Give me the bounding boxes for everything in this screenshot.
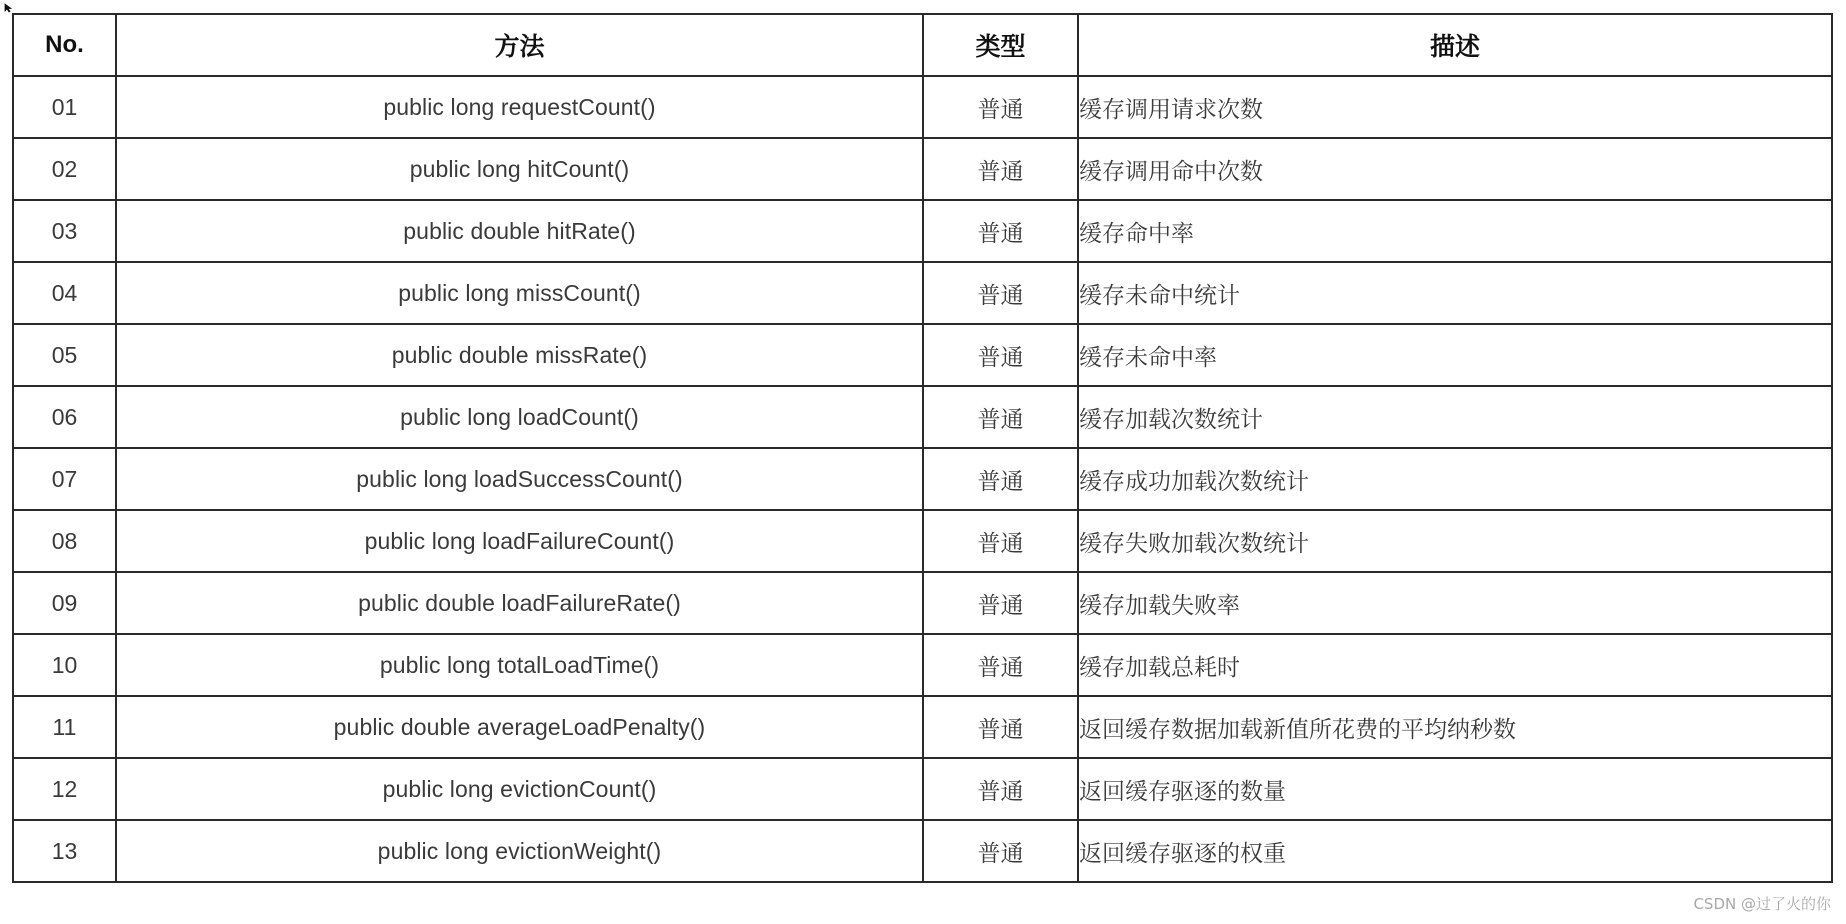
cell-method: public long loadFailureCount(): [116, 510, 923, 572]
cell-description: 缓存未命中率: [1078, 324, 1832, 386]
cell-no: 08: [13, 510, 116, 572]
table-row: [13, 76, 1832, 138]
table-row: [13, 324, 1832, 386]
cell-type: 普通: [923, 758, 1078, 820]
cell-method: public long evictionWeight(): [116, 820, 923, 882]
cell-type: 普通: [923, 324, 1078, 386]
cache-stats-method-table: [12, 13, 1833, 883]
cell-no: 03: [13, 200, 116, 262]
cell-description: 缓存加载失败率: [1078, 572, 1832, 634]
cell-description: 缓存未命中统计: [1078, 262, 1832, 324]
table-row: [13, 386, 1832, 448]
csdn-watermark: CSDN @过了火的你: [1693, 895, 1831, 913]
cell-type: 普通: [923, 138, 1078, 200]
cell-type: 普通: [923, 820, 1078, 882]
cell-type: 普通: [923, 262, 1078, 324]
cell-description: 缓存加载次数统计: [1078, 386, 1832, 448]
table-header-row: [13, 14, 1832, 76]
table-row: [13, 200, 1832, 262]
cell-method: public long hitCount(): [116, 138, 923, 200]
cell-method: public long requestCount(): [116, 76, 923, 138]
cell-no: 09: [13, 572, 116, 634]
cell-no: 13: [13, 820, 116, 882]
header-type: 类型: [923, 14, 1078, 76]
cell-description: 缓存成功加载次数统计: [1078, 448, 1832, 510]
cell-type: 普通: [923, 634, 1078, 696]
cell-no: 04: [13, 262, 116, 324]
cell-no: 07: [13, 448, 116, 510]
cell-type: 普通: [923, 448, 1078, 510]
cell-description: 缓存失败加载次数统计: [1078, 510, 1832, 572]
header-method: 方法: [116, 14, 923, 76]
header-description: 描述: [1078, 14, 1832, 76]
table-row: [13, 820, 1832, 882]
cell-type: 普通: [923, 696, 1078, 758]
cell-no: 10: [13, 634, 116, 696]
cell-no: 06: [13, 386, 116, 448]
cell-method: public double missRate(): [116, 324, 923, 386]
table-row: [13, 448, 1832, 510]
cell-description: 返回缓存驱逐的权重: [1078, 820, 1832, 882]
cell-no: 05: [13, 324, 116, 386]
cell-method: public double loadFailureRate(): [116, 572, 923, 634]
cell-description: 缓存命中率: [1078, 200, 1832, 262]
cell-type: 普通: [923, 200, 1078, 262]
table-row: [13, 510, 1832, 572]
cell-method: public double averageLoadPenalty(): [116, 696, 923, 758]
cell-description: 返回缓存数据加载新值所花费的平均纳秒数: [1078, 696, 1832, 758]
cell-no: 12: [13, 758, 116, 820]
cell-type: 普通: [923, 572, 1078, 634]
table-row: [13, 262, 1832, 324]
table-row: [13, 572, 1832, 634]
cell-description: 缓存调用命中次数: [1078, 138, 1832, 200]
cell-no: 11: [13, 696, 116, 758]
cell-method: public long loadCount(): [116, 386, 923, 448]
cell-description: 缓存调用请求次数: [1078, 76, 1832, 138]
cell-type: 普通: [923, 510, 1078, 572]
table-row: [13, 634, 1832, 696]
header-no: No.: [13, 14, 116, 76]
cell-type: 普通: [923, 386, 1078, 448]
cell-method: public long totalLoadTime(): [116, 634, 923, 696]
cell-description: 返回缓存驱逐的数量: [1078, 758, 1832, 820]
cell-method: public long evictionCount(): [116, 758, 923, 820]
cell-type: 普通: [923, 76, 1078, 138]
cell-method: public double hitRate(): [116, 200, 923, 262]
table-row: [13, 696, 1832, 758]
cell-no: 02: [13, 138, 116, 200]
cell-description: 缓存加载总耗时: [1078, 634, 1832, 696]
table-row: [13, 758, 1832, 820]
cell-method: public long loadSuccessCount(): [116, 448, 923, 510]
cell-no: 01: [13, 76, 116, 138]
table-row: [13, 138, 1832, 200]
cell-method: public long missCount(): [116, 262, 923, 324]
